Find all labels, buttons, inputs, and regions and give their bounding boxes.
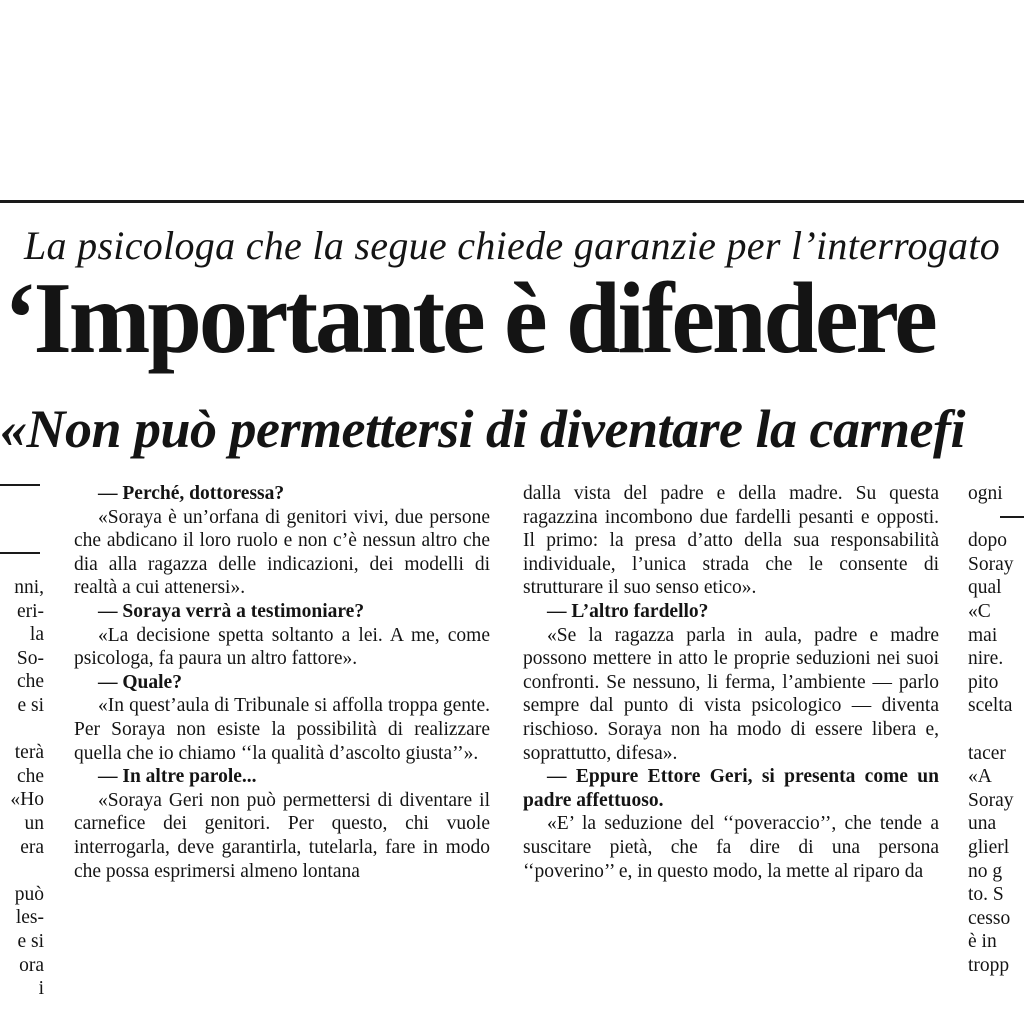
interview-question: — In altre parole... (98, 766, 257, 788)
cropped-line-fragment: la (29, 624, 44, 646)
cropped-line-fragment: eri- (16, 600, 44, 622)
cropped-line-fragment: les- (15, 907, 44, 929)
column-b (523, 482, 939, 1024)
left-column-rule (0, 484, 40, 486)
cropped-line-fragment: dopo (968, 530, 1007, 552)
cropped-line-fragment (968, 506, 1024, 530)
body-paragraph: «Soraya è un’orfana di genitori vivi, due persone che abdicano il loro ruolo e non c’è nessun altro che dia alla ragazza delle indicazioni, dei modelli di realtà a cui attenersi». (74, 506, 490, 599)
cropped-line-fragment: Soray (968, 553, 1014, 575)
cropped-line-fragment: «Ho (10, 789, 44, 811)
cropped-line-fragment: «A (968, 766, 992, 788)
interview-question: — Eppure Ettore Geri, si presenta come un padre affettuoso. (523, 766, 939, 811)
cropped-line-fragment: ora (19, 954, 44, 976)
cropped-line-fragment: ogni (968, 483, 1003, 504)
cropped-line-fragment: glierl (968, 836, 1010, 858)
cropped-line-fragment: tropp (968, 954, 1010, 976)
cropped-line-fragment: che (16, 671, 44, 693)
cropped-line-fragment: scelta (968, 695, 1013, 717)
cropped-line-fragment: to. S (968, 884, 1004, 906)
cropped-line-fragment: So- (16, 647, 44, 669)
body-paragraph: «E’ la seduzione del ‘‘poveraccio’’, che tende a suscitare pietà, che fa dire di una persona ‘‘poverino’’ e, in questo modo, la mette al riparo da (523, 813, 939, 882)
cropped-line-fragment: mai (968, 624, 998, 646)
cropped-line-fragment: qual (968, 577, 1002, 599)
cropped-line-fragment: pito (968, 671, 999, 693)
cropped-line-fragment: i (38, 978, 44, 1000)
body-paragraph: dalla vista del padre e della madre. Su questa ragazzina incombono due fardelli pesanti e opposti. Il primo: la presa d’atto della sua responsabilità individuale, l’unica strada che le consente di strutturare il suo senso etico». (523, 483, 939, 599)
article-subhead: «Non può permettersi di diventare la carnefi (0, 399, 965, 459)
cropped-line-fragment: e si (17, 930, 44, 952)
cropped-line-fragment: e si (17, 694, 44, 716)
cropped-line-fragment: è in (968, 931, 997, 953)
cropped-line-fragment: può (14, 883, 44, 905)
cropped-line-fragment: era (20, 836, 44, 858)
cropped-line-fragment: un (24, 812, 44, 834)
body-paragraph: «La decisione spetta soltanto a lei. A me, come psicologa, fa paura un altro fattore». (74, 624, 490, 670)
cropped-line-fragment: che (16, 765, 44, 787)
cropped-line-fragment: una (968, 813, 997, 835)
cropped-line-fragment (0, 859, 44, 883)
body-paragraph: «Soraya Geri non può permettersi di diventare il carnefice dei genitori. Per questo, chi vuole interrogarla, deve garantirla, tutelarla, fare in modo che possa esprimersi almeno lontana (74, 789, 490, 882)
article-headline: ‘Importante è difendere (4, 262, 935, 376)
body-paragraph: «Se la ragazza parla in aula, padre e madre possono mettere in atto le proprie seduzioni nei suoi confronti. Se nessuno, li ferma, l’ambiente — parlo sempre dal punto di vista psicologico — diventa rischioso. Soraya non ha modo di essere libera e, soprattutto, difesa». (523, 624, 939, 764)
left-column-rule (0, 552, 40, 554)
right-column-fragments (968, 482, 1024, 1024)
cropped-line-fragment: terà (14, 742, 44, 764)
cropped-line-fragment: cesso (968, 907, 1011, 929)
cropped-line-fragment (968, 718, 1024, 742)
cropped-line-fragment: nire. (968, 648, 1004, 670)
interview-question: — Perché, dottoressa? (98, 483, 285, 504)
masthead-rule (0, 200, 1024, 203)
body-paragraph: «In quest’aula di Tribunale si affolla troppa gente. Per Soraya non esiste la possibilità di realizzare quella che io chiamo ‘‘la qualità d’ascolto giusta’’». (74, 695, 490, 764)
interview-question: — Soraya verrà a testimoniare? (98, 600, 365, 622)
cropped-line-fragment: nni, (14, 577, 44, 598)
left-column-fragments (0, 576, 44, 1024)
interview-question: — L’altro fardello? (547, 600, 709, 622)
cropped-line-fragment: «C (968, 600, 991, 622)
cropped-line-fragment: Soray (968, 789, 1014, 811)
interview-question: — Quale? (98, 671, 182, 693)
column-a (74, 482, 490, 1024)
article-kicker: La psicologa che la segue chiede garanzie per l’interrogato (24, 223, 1001, 268)
cropped-line-fragment (0, 718, 44, 742)
cropped-line-fragment: tacer (968, 742, 1006, 764)
cropped-line-fragment: no g (968, 860, 1003, 882)
